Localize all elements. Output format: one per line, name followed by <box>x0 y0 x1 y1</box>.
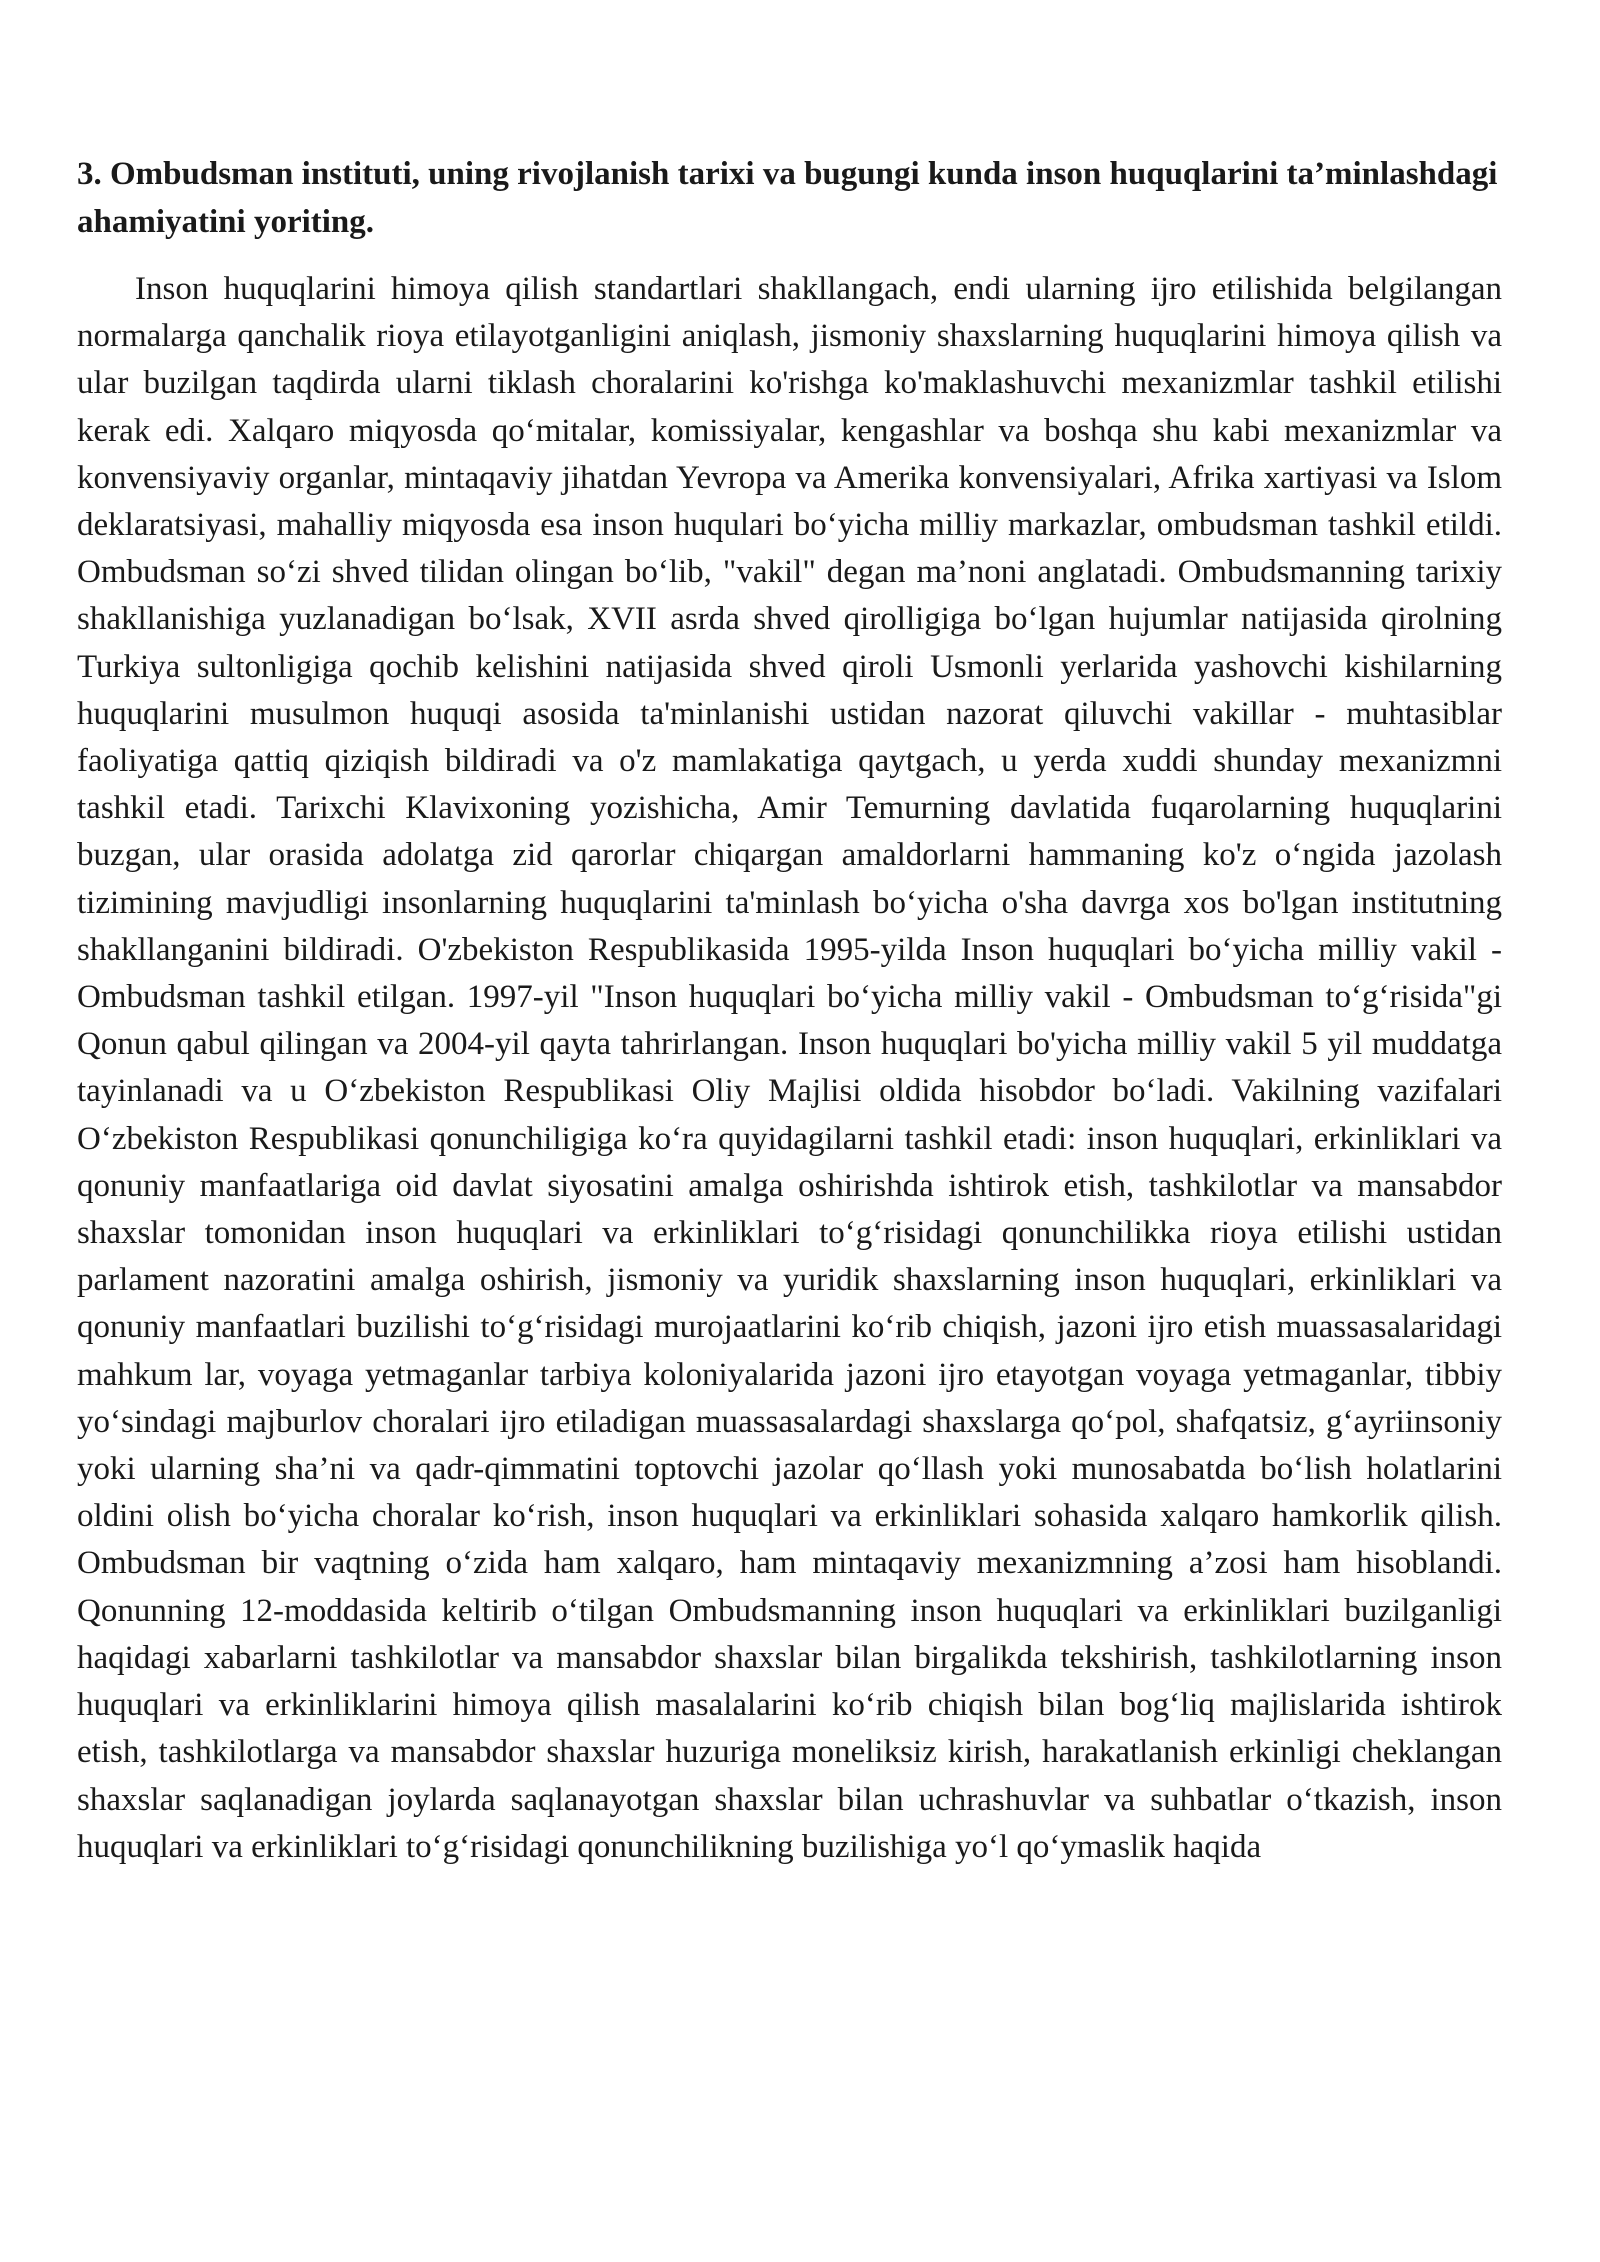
document-page <box>77 150 1502 1871</box>
body-paragraph: Inson huquqlarini himoya qilish standartlari shakllangach, endi ularning ijro etilishida belgilangan normalarga qanchalik rioya etilayotganligini aniqlash, jismoniy shaxslarning huquqlarini himoya qilish va ular buzilgan taqdirda ularni tiklash choralarini ko'rishga ko'maklashuvchi mexanizmlar tashkil etilishi kerak edi. Xalqaro miqyosda qo‘mitalar, komissiyalar, kengashlar va boshqa shu kabi mexanizmlar va konvensiyaviy organlar, mintaqaviy jihatdan Yevropa va Amerika konvensiyalari, Afrika xartiyasi va Islom deklaratsiyasi, mahalliy miqyosda esa inson huqulari bo‘yicha milliy markazlar, ombudsman tashkil etildi. Ombudsman so‘zi shved tilidan olingan bo‘lib, "vakil" degan ma’noni anglatadi. Ombudsmanning tarixiy shakllanishiga yuzlanadigan bo‘lsak, XVII asrda shved qirolligiga bo‘lgan hujumlar natijasida qirolning Turkiya sultonligiga qochib kelishini natijasida shved qiroli Usmonli yerlarida yashovchi kishilarning huquqlarini musulmon huquqi asosida ta'minlanishi ustidan nazorat qiluvchi vakillar - muhtasiblar faoliyatiga qattiq qiziqish bildiradi va o'z mamlakatiga qaytgach, u yerda xuddi shunday mexanizmni tashkil etadi. Tarixchi Klavixoning yozishicha, Amir Temurning davlatida fuqarolarning huquqlarini buzgan, ular orasida adolatga zid qarorlar chiqargan amaldorlarni hammaning ko'z o‘ngida jazolash tizimining mavjudligi insonlarning huquqlarini ta'minlash bo‘yicha o'sha davrga xos bo'lgan institutning shakllanganini bildiradi. O'zbekiston Respublikasida 1995-yilda Inson huquqlari bo‘yicha milliy vakil - Ombudsman tashkil etilgan. 1997-yil "Inson huquqlari bo‘yicha milliy vakil - Ombudsman to‘g‘risida"gi Qonun qabul qilingan va 2004-yil qayta tahrirlangan. Inson huquqlari bo'yicha milliy vakil 5 yil muddatga tayinlanadi va u O‘zbekiston Respublikasi Oliy Majlisi oldida hisobdor bo‘ladi. Vakilning vazifalari O‘zbekiston Respublikasi qonunchiligiga ko‘ra quyidagilarni tashkil etadi: inson huquqlari, erkinliklari va qonuniy manfaatlariga oid davlat siyosatini amalga oshirishda ishtirok etish, tashkilotlar va mansabdor shaxslar tomonidan inson huquqlari va erkinliklari to‘g‘risidagi qonunchilikka rioya etilishi ustidan parlament nazoratini amalga oshirish, jismoniy va yuridik shaxslarning inson huquqlari, erkinliklari va qonuniy manfaatlari buzilishi to‘g‘risidagi murojaatlarini ko‘rib chiqish, jazoni ijro etish muassasalaridagi mahkum lar, voyaga yetmaganlar tarbiya koloniyalarida jazoni ijro etayotgan voyaga yetmaganlar, tibbiy yo‘sindagi majburlov choralari ijro etiladigan muassasalardagi shaxslarga qo‘pol, shafqatsiz, g‘ayriinsoniy yoki ularning sha’ni va qadr-qimmatini toptovchi jazolar qo‘llash yoki munosabatda bo‘lish holatlarini oldini olish bo‘yicha choralar ko‘rish, inson huquqlari va erkinliklari sohasida xalqaro hamkorlik qilish. Ombudsman bir vaqtning o‘zida ham xalqaro, ham mintaqaviy mexanizmning a’zosi ham hisoblandi. Qonunning 12-moddasida keltirib o‘tilgan Ombudsmanning inson huquqlari va erkinliklari buzilganligi haqidagi xabarlarni tashkilotlar va mansabdor shaxslar bilan birgalikda tekshirish, tashkilotlarning inson huquqlari va erkinliklarini himoya qilish masalalarini ko‘rib chiqish bilan bog‘liq majlislarida ishtirok etish, tashkilotlarga va mansabdor shaxslar huzuriga moneliksiz kirish, harakatlanish erkinligi cheklangan shaxslar saqlanadigan joylarda saqlanayotgan shaxslar bilan uchrashuvlar va suhbatlar o‘tkazish, inson huquqlari va erkinliklari to‘g‘risidagi qonunchilikning buzilishiga yo‘l qo‘ymaslik haqida <box>77 271 1502 1865</box>
section-heading: 3. Ombudsman instituti, uning rivojlanish tarixi va bugungi kunda inson huquqlarini ta’minlashdagi ahamiyatini yoriting. <box>77 156 1498 240</box>
